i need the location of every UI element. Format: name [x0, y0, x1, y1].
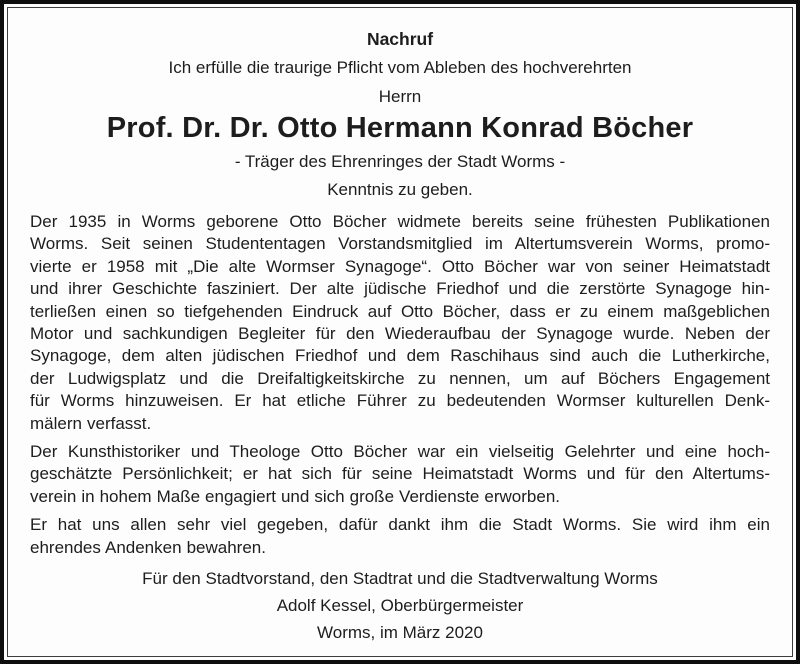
paragraph-line: Der 1935 in Worms geborene Otto Böcher widmete bereits seine frühesten Publikationen — [30, 212, 770, 231]
signature-line: Für den Stadtvorstand, den Stadtrat und die Stadtverwaltung Worms — [142, 569, 658, 589]
paragraph-line: Er hat uns allen sehr viel gegeben, dafür dankt ihm die Stadt Worms. Sie wird ihm ein — [30, 515, 770, 535]
salutation-line: Herrn — [378, 87, 422, 106]
paragraph-line: Der Kunsthistoriker und Theologe Otto Böcher war ein vielseitig Gelehrter und eine hoch- — [30, 442, 770, 462]
paragraph-line: mälern verfasst. — [30, 413, 152, 433]
paragraph-line: Synagoge, dem alten jüdischen Friedhof und dem Raschihaus sind auch die Lutherkirche, — [30, 346, 770, 366]
notice-content — [4, 4, 796, 660]
paragraph-line: vierte er 1958 mit „Die alte Wormser Synagoge“. Otto Böcher war von seiner Heimatstadt — [30, 256, 770, 276]
paragraph-line: der Ludwigsplatz und die Dreifaltigkeitskirche zu nennen, um auf Böchers Engagement — [30, 368, 770, 388]
paragraph — [30, 441, 770, 508]
paragraph — [30, 211, 770, 435]
paragraph-line: und ihrer Geschichte fasziniert. Der alte jüdische Friedhof und die zerstörte Synagoge hin- — [30, 279, 770, 299]
paragraph-line: für Worms hinzuweisen. Er hat etliche Führer zu bedeutenden Wormser kulturellen Denk- — [30, 391, 770, 411]
signature-line: Adolf Kessel, Oberbürgermeister — [276, 596, 524, 616]
closing-intro-line: Kenntnis zu geben. — [327, 180, 473, 199]
signature-block — [30, 565, 770, 646]
paragraph-line: verein in hohem Maße engagiert und sich große Verdienste erworben. — [30, 486, 560, 506]
notice-title: Nachruf — [366, 29, 434, 49]
intro-line: Ich erfülle die traurige Pflicht vom Ableben des hochverehrten — [168, 58, 632, 77]
honor-line: - Träger des Ehrenringes der Stadt Worms - — [234, 152, 566, 171]
paragraph — [30, 514, 770, 559]
paragraph-line: terließen einen so tiefgehenden Eindruck auf Otto Böcher, dass er zu einem maßgeblichen — [30, 301, 770, 321]
paragraph-line: geschätzte Persönlichkeit; er hat sich für seine Heimatstadt Worms und für den Altertums- — [30, 464, 770, 484]
body-paragraphs — [30, 211, 770, 559]
paragraph-line: Motor und sachkundigen Begleiter für den Wiederaufbau der Synagoge wurde. Neben der — [30, 324, 770, 344]
paragraph-line: Worms. Seit seinen Studententagen Vorstandsmitglied im Altertumsverein Worms, promo- — [30, 234, 770, 254]
paragraph-line: ehrendes Andenken bewahren. — [30, 537, 266, 557]
signature-line: Worms, im März 2020 — [317, 623, 483, 643]
deceased-name: Prof. Dr. Dr. Otto Hermann Konrad Böcher — [106, 112, 694, 144]
